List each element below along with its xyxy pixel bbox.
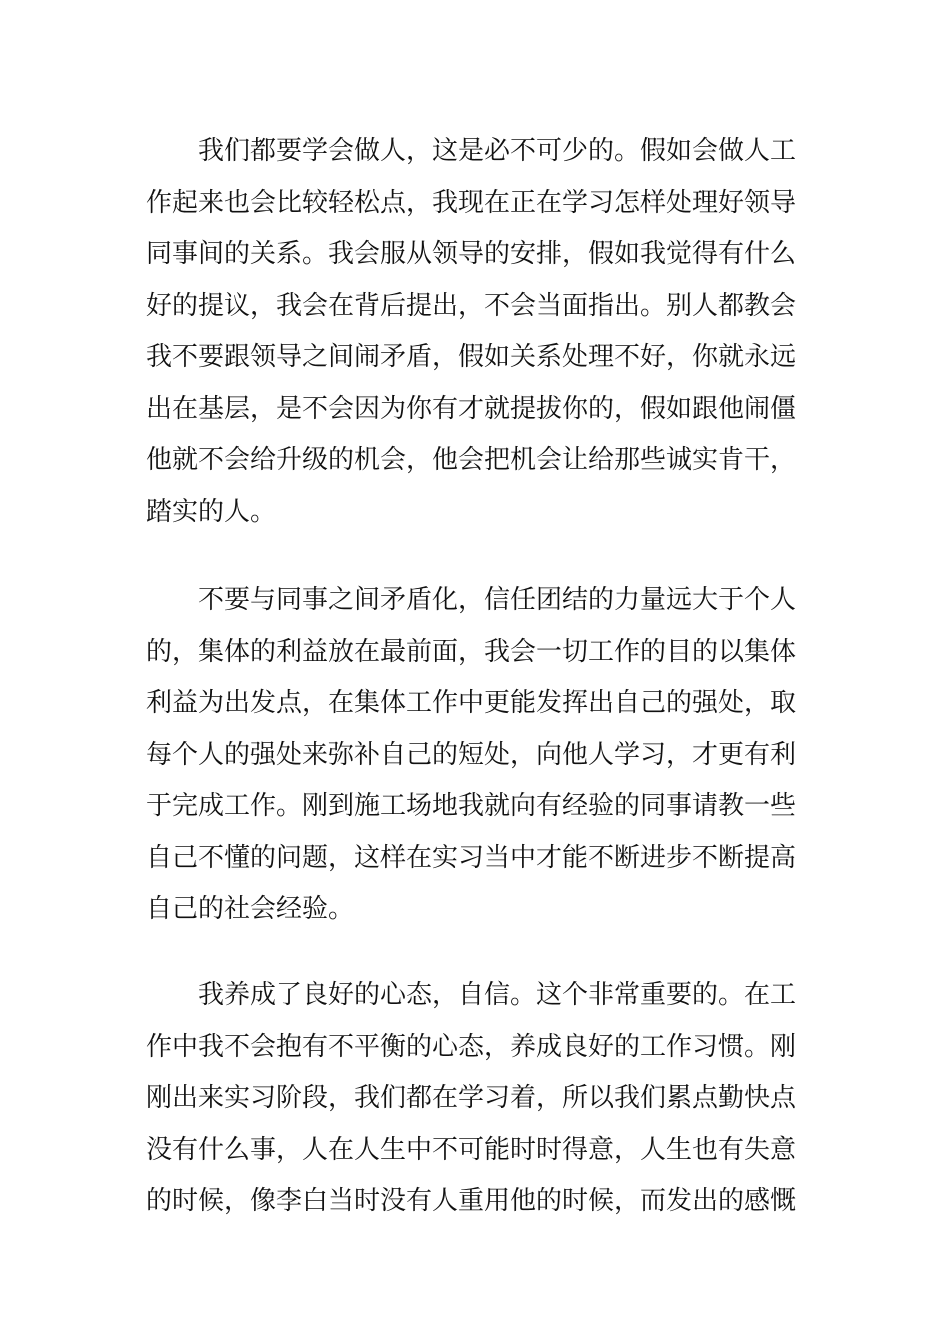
text-line: 同事间的关系。我会服从领导的安排，假如我觉得有什么 — [146, 239, 797, 269]
text-line: 于完成工作。刚到施工场地我就向有经验的同事请教一些 — [146, 791, 797, 821]
text-line: 好的提议，我会在背后提出，不会当面指出。别人都教会 — [146, 290, 797, 321]
text-line: 我们都要学会做人，这是必不可少的。假如会做人工 — [146, 136, 797, 166]
paragraph — [146, 970, 806, 1228]
text-line: 没有什么事，人在人生中不可能时时得意，人生也有失意 — [146, 1134, 797, 1165]
paragraph — [146, 575, 806, 936]
text-line: 作起来也会比较轻松点，我现在正在学习怎样处理好领导 — [146, 187, 797, 218]
text-line: 自己的社会经验。 — [146, 894, 355, 924]
text-line: 我不要跟领导之间闹矛盾，假如关系处理不好，你就永远 — [146, 342, 797, 372]
paragraph — [146, 126, 806, 538]
text-line: 的时候，像李白当时没有人重用他的时候，而发出的感慨 — [146, 1186, 797, 1216]
text-line: 踏实的人。 — [146, 496, 277, 527]
text-line: 出在基层，是不会因为你有才就提拔你的，假如跟他闹僵 — [146, 393, 797, 424]
text-line: 我养成了良好的心态，自信。这个非常重要的。在工 — [146, 980, 797, 1010]
text-line: 自己不懂的问题，这样在实习当中才能不断进步不断提高 — [146, 842, 797, 873]
text-line: 利益为出发点，在集体工作中更能发挥出自己的强处，取 — [146, 688, 797, 718]
text-line: 的，集体的利益放在最前面，我会一切工作的目的以集体 — [146, 636, 797, 667]
text-line: 刚出来实习阶段，我们都在学习着，所以我们累点勤快点 — [146, 1083, 797, 1113]
text-line: 作中我不会抱有不平衡的心态，养成良好的工作习惯。刚 — [146, 1031, 797, 1062]
text-line: 每个人的强处来弥补自己的短处，向他人学习，才更有利 — [146, 739, 797, 770]
text-line: 他就不会给升级的机会，他会把机会让给那些诚实肯干， — [146, 445, 797, 475]
text-line: 不要与同事之间矛盾化，信任团结的力量远大于个人 — [146, 585, 797, 615]
